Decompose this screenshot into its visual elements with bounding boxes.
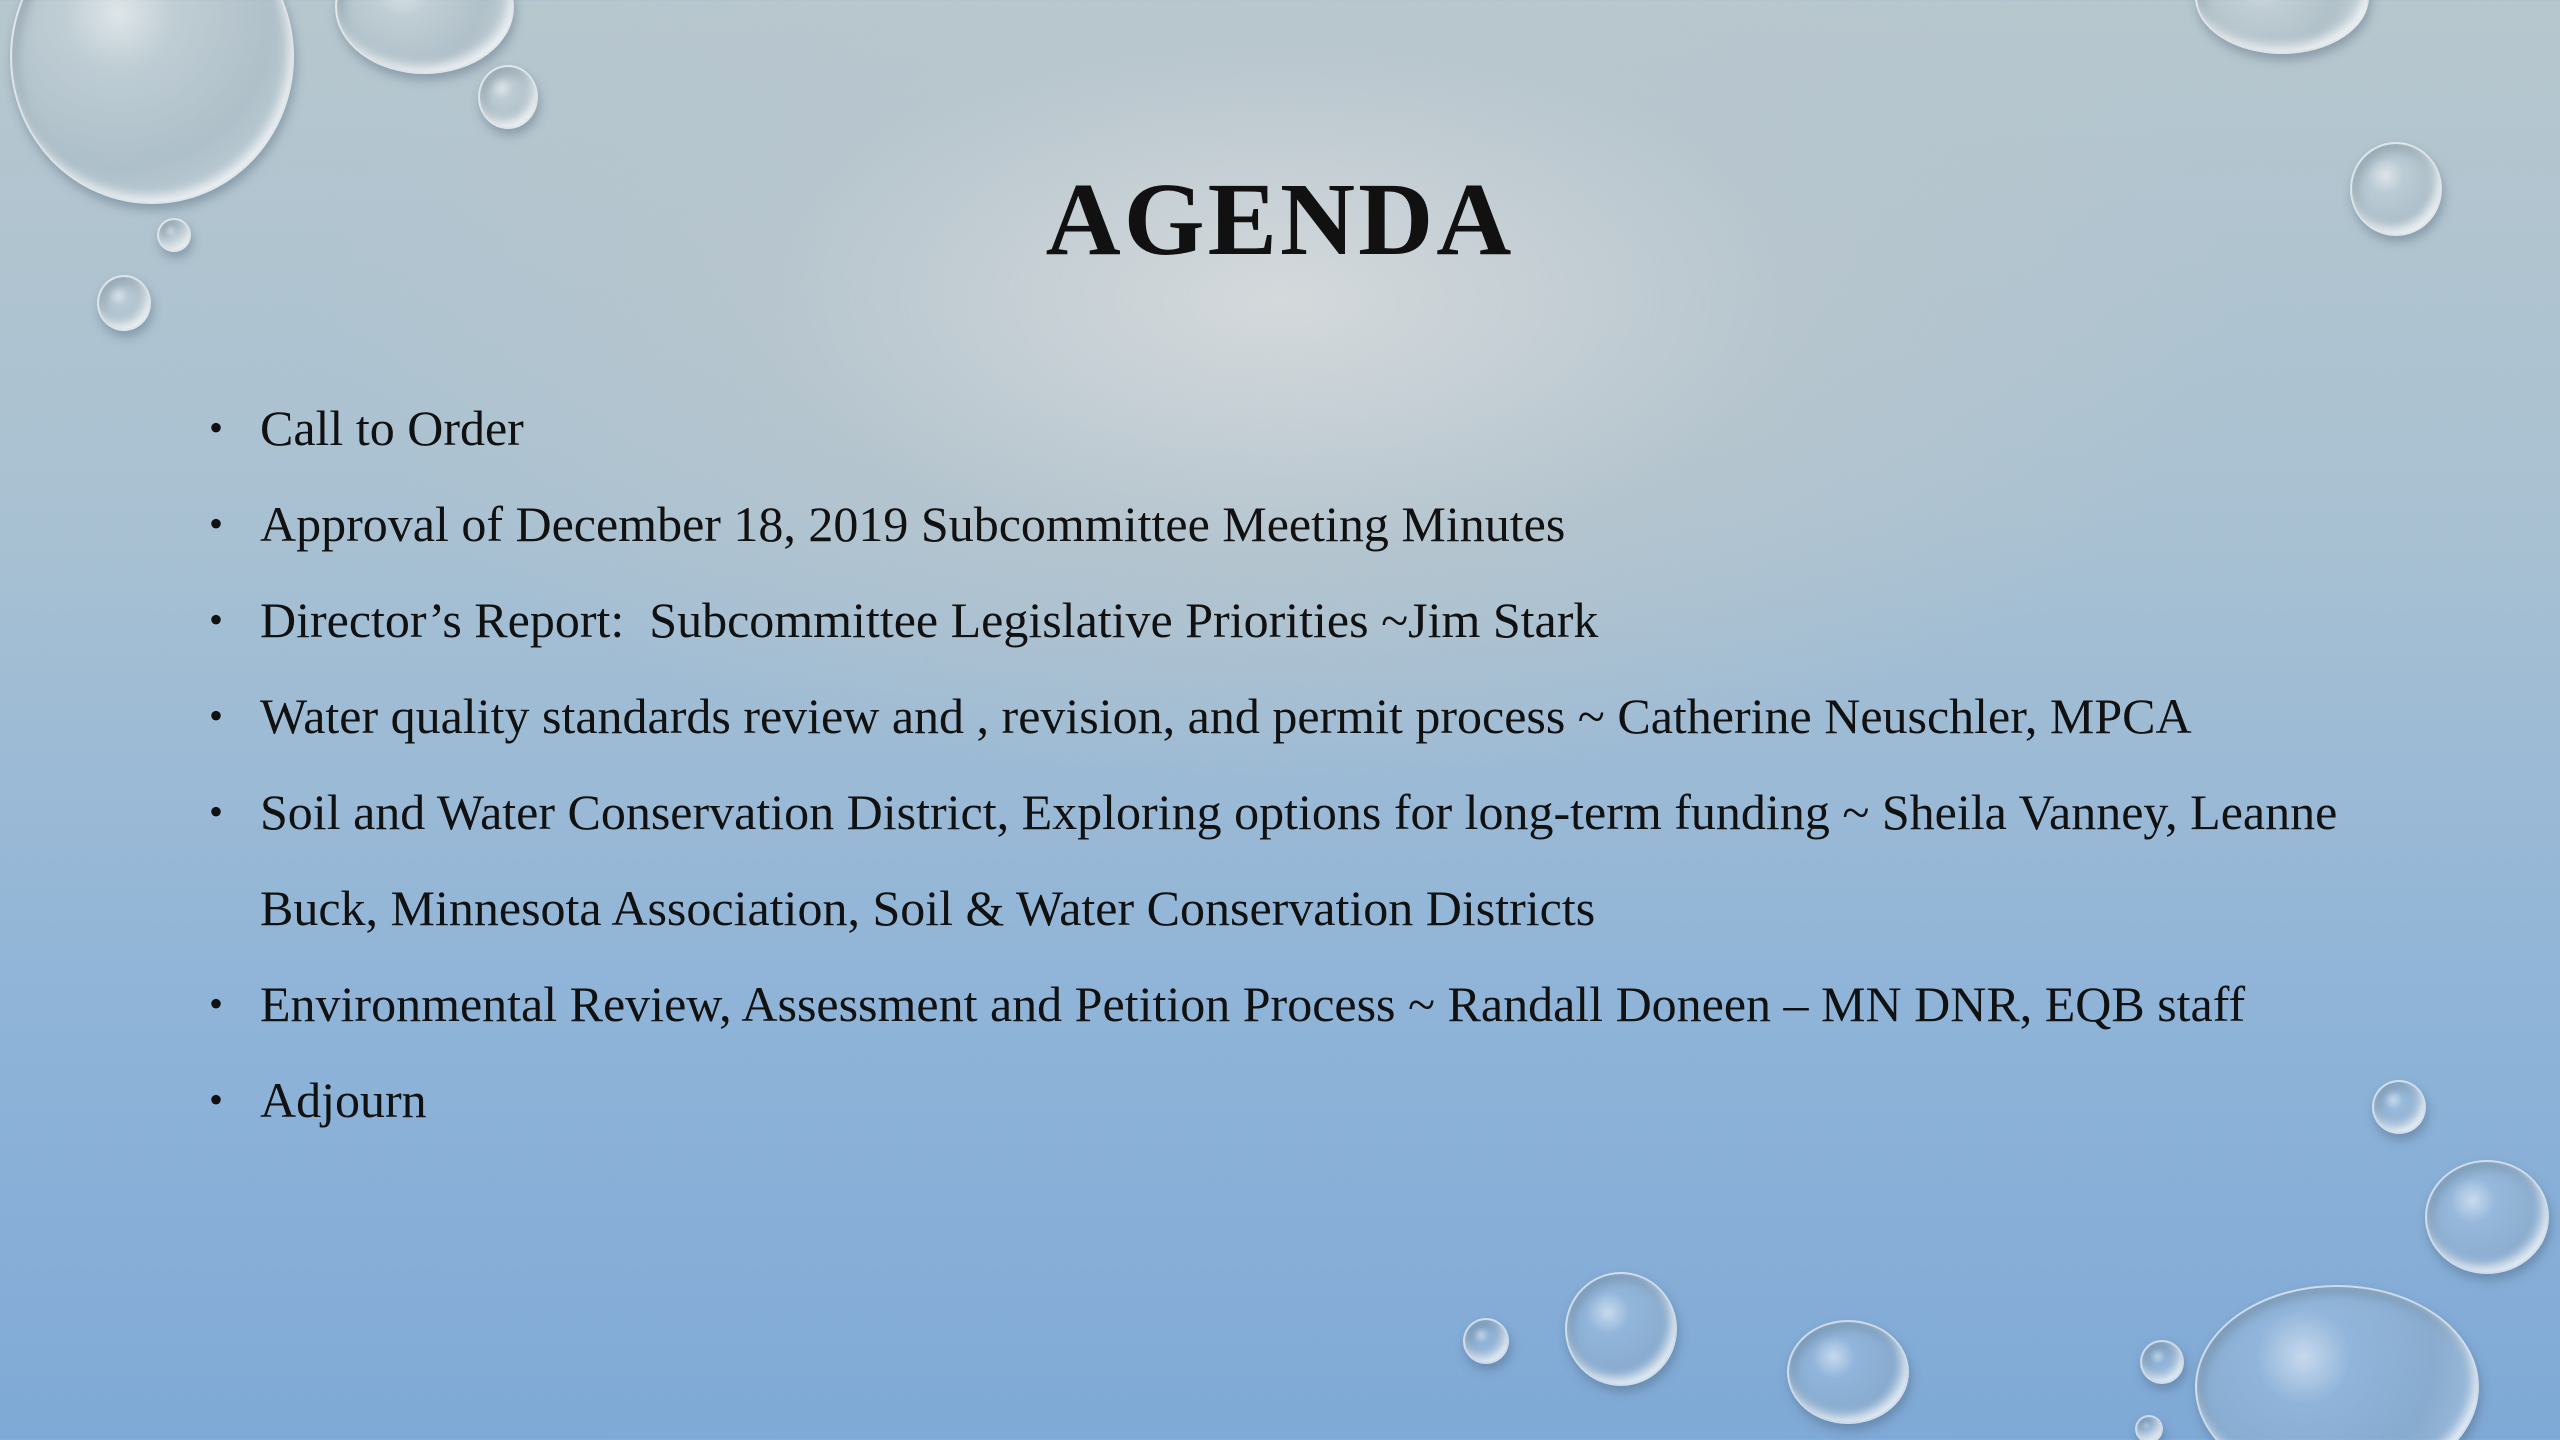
agenda-list bbox=[205, 380, 2405, 1148]
agenda-item bbox=[205, 1052, 2405, 1148]
water-drop-decoration bbox=[2195, 0, 2369, 54]
water-drop-decoration bbox=[97, 275, 151, 331]
agenda-item-text: Environmental Review, Assessment and Petition Process ~ Randall Doneen – MN DNR, EQB staff bbox=[260, 976, 2246, 1032]
agenda-item-text: Adjourn bbox=[260, 1072, 427, 1128]
water-drop-decoration bbox=[2140, 1340, 2184, 1384]
bullet-icon: • bbox=[209, 1077, 224, 1122]
bullet-icon: • bbox=[209, 405, 224, 450]
water-drop-decoration bbox=[2425, 1160, 2549, 1274]
agenda-item-text: Approval of December 18, 2019 Subcommittee Meeting Minutes bbox=[260, 496, 1566, 552]
water-drop-decoration bbox=[1463, 1318, 1509, 1364]
bullet-icon: • bbox=[209, 597, 224, 642]
bullet-icon: • bbox=[209, 981, 224, 1026]
water-drop-decoration bbox=[478, 65, 538, 129]
agenda-item bbox=[205, 572, 2405, 668]
water-drop-decoration bbox=[335, 0, 514, 74]
bullet-icon: • bbox=[209, 501, 224, 546]
bullet-icon: • bbox=[209, 789, 224, 834]
water-drop-decoration bbox=[2135, 1415, 2163, 1440]
agenda-item bbox=[205, 956, 2405, 1052]
agenda-item bbox=[205, 380, 2405, 476]
slide-title: AGENDA bbox=[1045, 162, 1515, 277]
agenda-item-text: Call to Order bbox=[260, 400, 524, 456]
agenda-item bbox=[205, 668, 2405, 764]
agenda-item-text: Water quality standards review and , revision, and permit process ~ Catherine Neuschler, MPCA bbox=[260, 688, 2192, 744]
bullet-icon: • bbox=[209, 693, 224, 738]
water-drop-decoration bbox=[2195, 1285, 2479, 1440]
agenda-item-text: Director’s Report: Subcommittee Legislative Priorities ~Jim Stark bbox=[260, 592, 1599, 648]
water-drop-decoration bbox=[1787, 1320, 1909, 1424]
agenda-item bbox=[205, 476, 2405, 572]
agenda-item bbox=[205, 764, 2405, 956]
agenda-item-text: Soil and Water Conservation District, Exploring options for long-term funding ~ Sheila Vanney, Leanne Buck, Minnesota Association, Soil & Water Conservation Districts bbox=[260, 784, 2338, 936]
water-drop-decoration bbox=[1565, 1272, 1677, 1386]
